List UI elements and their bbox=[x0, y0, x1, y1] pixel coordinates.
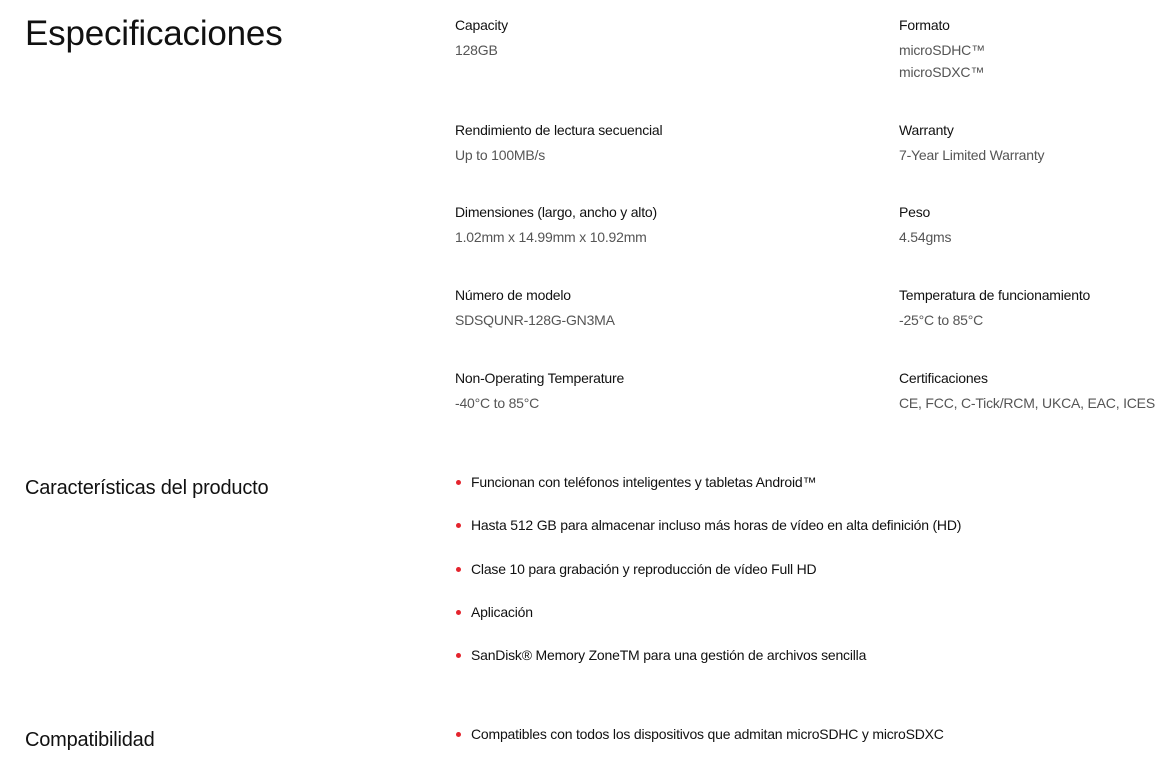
feature-text: Aplicación bbox=[471, 604, 533, 620]
spec-value: microSDXC™ bbox=[899, 64, 985, 80]
feature-item bbox=[455, 646, 961, 664]
feature-text: SanDisk® Memory ZoneTM para una gestión de archivos sencilla bbox=[471, 647, 867, 663]
feature-text: Hasta 512 GB para almacenar incluso más horas de vídeo en alta definición (HD) bbox=[471, 517, 962, 533]
spec-label: Capacity bbox=[455, 17, 508, 33]
spec-capacity bbox=[455, 16, 875, 61]
bullet-icon bbox=[456, 653, 461, 658]
spec-value: 128GB bbox=[455, 42, 498, 58]
spec-value: 7-Year Limited Warranty bbox=[899, 147, 1045, 163]
spec-label: Temperatura de funcionamiento bbox=[899, 287, 1091, 303]
spec-value: Up to 100MB/s bbox=[455, 147, 545, 163]
spec-value: microSDHC™ bbox=[899, 42, 985, 58]
feature-text: Clase 10 para grabación y reproducción de vídeo Full HD bbox=[471, 561, 817, 577]
spec-label: Peso bbox=[899, 204, 931, 220]
spec-label: Dimensiones (largo, ancho y alto) bbox=[455, 204, 657, 220]
spec-operating-temperature bbox=[899, 286, 1169, 331]
spec-value: -25°C to 85°C bbox=[899, 312, 984, 328]
compatibility-item bbox=[455, 725, 944, 743]
feature-text: Funcionan con teléfonos inteligentes y tabletas Android™ bbox=[471, 474, 817, 490]
feature-item bbox=[455, 603, 961, 621]
compatibility-text: Compatibles con todos los dispositivos que admitan microSDHC y microSDXC bbox=[471, 726, 944, 742]
spec-label: Número de modelo bbox=[455, 287, 571, 303]
spec-certifications bbox=[899, 369, 1169, 414]
bullet-icon bbox=[456, 523, 461, 528]
spec-model-number bbox=[455, 286, 875, 331]
spec-value: CE, FCC, C-Tick/RCM, UKCA, EAC, ICES bbox=[899, 395, 1155, 411]
compatibility-title: Compatibilidad bbox=[25, 729, 155, 751]
spec-label: Non-Operating Temperature bbox=[455, 370, 625, 386]
spec-value: 4.54gms bbox=[899, 229, 952, 245]
spec-weight bbox=[899, 203, 1169, 248]
spec-label: Certificaciones bbox=[899, 370, 988, 386]
bullet-icon bbox=[456, 480, 461, 485]
spec-dimensions bbox=[455, 203, 875, 248]
compatibility-list bbox=[455, 725, 944, 743]
spec-warranty bbox=[899, 121, 1169, 166]
bullet-icon bbox=[456, 567, 461, 572]
spec-non-operating-temperature bbox=[455, 369, 875, 414]
specifications-title: Especificaciones bbox=[25, 14, 283, 53]
spec-label: Rendimiento de lectura secuencial bbox=[455, 122, 663, 138]
features-list bbox=[455, 473, 961, 664]
spec-label: Warranty bbox=[899, 122, 954, 138]
spec-format bbox=[899, 16, 1169, 83]
feature-item bbox=[455, 473, 961, 491]
spec-value: SDSQUNR-128G-GN3MA bbox=[455, 312, 615, 328]
spec-label: Formato bbox=[899, 17, 950, 33]
feature-item bbox=[455, 560, 961, 578]
feature-item bbox=[455, 516, 961, 534]
bullet-icon bbox=[456, 732, 461, 737]
spec-value: -40°C to 85°C bbox=[455, 395, 540, 411]
spec-sequential-read bbox=[455, 121, 875, 166]
spec-value: 1.02mm x 14.99mm x 10.92mm bbox=[455, 229, 647, 245]
bullet-icon bbox=[456, 610, 461, 615]
features-title: Características del producto bbox=[25, 477, 269, 499]
